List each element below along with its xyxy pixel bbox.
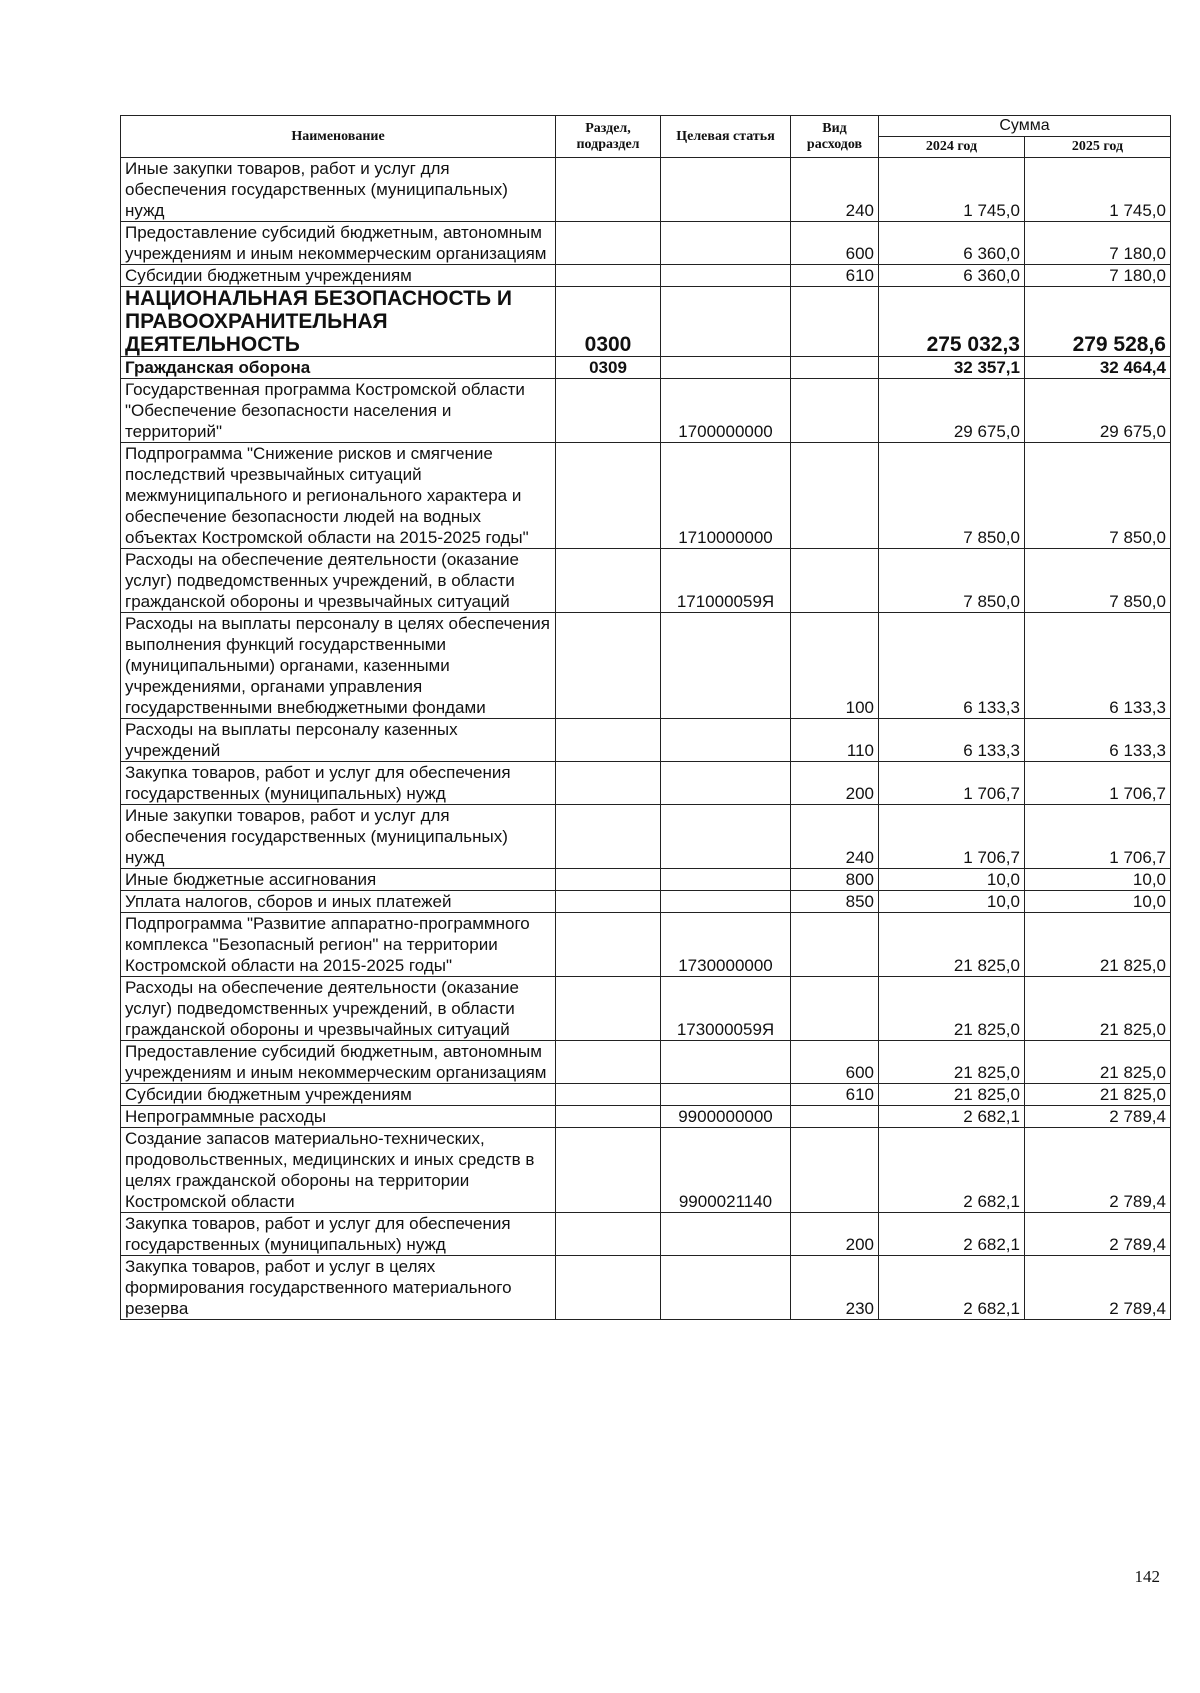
cell-target <box>661 1213 791 1256</box>
cell-section: 0309 <box>556 357 661 379</box>
header-name: Наименование <box>121 116 556 158</box>
cell-target: 171000059Я <box>661 549 791 613</box>
cell-sum-2025: 7 850,0 <box>1025 549 1171 613</box>
cell-sum-2025: 1 706,7 <box>1025 805 1171 869</box>
cell-name: Расходы на выплаты персоналу казенных учреждений <box>121 719 556 762</box>
table-row <box>121 1106 1171 1128</box>
cell-sum-2024: 21 825,0 <box>879 1041 1025 1084</box>
cell-target <box>661 762 791 805</box>
table-body <box>121 158 1171 1320</box>
cell-sum-2025: 6 133,3 <box>1025 719 1171 762</box>
cell-sum-2024: 2 682,1 <box>879 1106 1025 1128</box>
cell-section <box>556 1084 661 1106</box>
table-row <box>121 719 1171 762</box>
cell-name: Подпрограмма "Снижение рисков и смягчение последствий чрезвычайных ситуаций межмуниципального и регионального характера и обеспечение безопасности людей на водных объектах Костромской области на 2015-2025 годы" <box>121 443 556 549</box>
cell-sum-2024: 6 133,3 <box>879 719 1025 762</box>
cell-sum-2025: 10,0 <box>1025 869 1171 891</box>
cell-sum-2025: 2 789,4 <box>1025 1128 1171 1213</box>
cell-sum-2024: 6 133,3 <box>879 613 1025 719</box>
cell-name: Предоставление субсидий бюджетным, автономным учреждениям и иным некоммерческим организациям <box>121 1041 556 1084</box>
cell-kind: 600 <box>791 222 879 265</box>
cell-sum-2025: 21 825,0 <box>1025 977 1171 1041</box>
table-row <box>121 357 1171 379</box>
table-row <box>121 265 1171 287</box>
cell-target <box>661 613 791 719</box>
cell-section <box>556 869 661 891</box>
cell-sum-2025: 29 675,0 <box>1025 379 1171 443</box>
cell-sum-2025: 21 825,0 <box>1025 1084 1171 1106</box>
cell-name: Расходы на обеспечение деятельности (оказание услуг) подведомственных учреждений, в области гражданской обороны и чрезвычайных ситуаций <box>121 549 556 613</box>
cell-sum-2024: 21 825,0 <box>879 1084 1025 1106</box>
cell-kind <box>791 287 879 357</box>
cell-target: 9900021140 <box>661 1128 791 1213</box>
cell-kind <box>791 357 879 379</box>
header-year-2024: 2024 год <box>879 137 1025 158</box>
table-row <box>121 762 1171 805</box>
cell-target <box>661 891 791 913</box>
cell-name: Создание запасов материально-технических, продовольственных, медицинских и иных средств в целях гражданской обороны на территории Костромской области <box>121 1128 556 1213</box>
table-row <box>121 1213 1171 1256</box>
header-target: Целевая статья <box>661 116 791 158</box>
cell-kind: 240 <box>791 158 879 222</box>
cell-sum-2025: 7 180,0 <box>1025 265 1171 287</box>
cell-sum-2024: 6 360,0 <box>879 265 1025 287</box>
table-row <box>121 379 1171 443</box>
cell-section <box>556 891 661 913</box>
cell-sum-2024: 2 682,1 <box>879 1213 1025 1256</box>
table-row <box>121 977 1171 1041</box>
cell-name: Гражданская оборона <box>121 357 556 379</box>
cell-kind <box>791 1106 879 1128</box>
cell-kind: 110 <box>791 719 879 762</box>
cell-section <box>556 222 661 265</box>
cell-kind: 240 <box>791 805 879 869</box>
cell-sum-2025: 21 825,0 <box>1025 1041 1171 1084</box>
cell-section <box>556 1128 661 1213</box>
table-row <box>121 805 1171 869</box>
cell-kind: 200 <box>791 762 879 805</box>
cell-kind <box>791 977 879 1041</box>
cell-target: 9900000000 <box>661 1106 791 1128</box>
cell-target <box>661 1084 791 1106</box>
cell-target: 1710000000 <box>661 443 791 549</box>
cell-kind: 850 <box>791 891 879 913</box>
cell-sum-2025: 1 745,0 <box>1025 158 1171 222</box>
cell-sum-2025: 2 789,4 <box>1025 1213 1171 1256</box>
header-year-2025: 2025 год <box>1025 137 1171 158</box>
cell-target <box>661 869 791 891</box>
cell-name: Закупка товаров, работ и услуг в целях формирования государственного материального резерва <box>121 1256 556 1320</box>
cell-target <box>661 265 791 287</box>
table-row <box>121 287 1171 357</box>
cell-sum-2024: 29 675,0 <box>879 379 1025 443</box>
cell-kind: 600 <box>791 1041 879 1084</box>
cell-target: 1730000000 <box>661 913 791 977</box>
cell-sum-2025: 6 133,3 <box>1025 613 1171 719</box>
table-row <box>121 1256 1171 1320</box>
cell-sum-2024: 2 682,1 <box>879 1128 1025 1213</box>
cell-section <box>556 1106 661 1128</box>
cell-section <box>556 977 661 1041</box>
cell-sum-2024: 275 032,3 <box>879 287 1025 357</box>
table-row <box>121 222 1171 265</box>
cell-sum-2024: 1 706,7 <box>879 805 1025 869</box>
cell-target <box>661 719 791 762</box>
table-row <box>121 891 1171 913</box>
cell-section <box>556 158 661 222</box>
cell-section <box>556 805 661 869</box>
cell-section <box>556 549 661 613</box>
cell-sum-2025: 21 825,0 <box>1025 913 1171 977</box>
budget-table <box>120 115 1171 1320</box>
table-row <box>121 443 1171 549</box>
cell-name: Государственная программа Костромской области "Обеспечение безопасности населения и территорий" <box>121 379 556 443</box>
cell-name: Расходы на выплаты персоналу в целях обеспечения выполнения функций государственными (муниципальными) органами, казенными учреждениями, органами управления государственными внебюджетными фондами <box>121 613 556 719</box>
cell-target <box>661 805 791 869</box>
cell-target <box>661 222 791 265</box>
cell-kind: 230 <box>791 1256 879 1320</box>
table-row <box>121 1041 1171 1084</box>
cell-name: Подпрограмма "Развитие аппаратно-программного комплекса "Безопасный регион" на территории Костромской области на 2015-2025 годы" <box>121 913 556 977</box>
cell-name: Иные закупки товаров, работ и услуг для обеспечения государственных (муниципальных) нужд <box>121 805 556 869</box>
cell-target <box>661 287 791 357</box>
cell-kind: 610 <box>791 1084 879 1106</box>
cell-kind: 800 <box>791 869 879 891</box>
cell-target: 1700000000 <box>661 379 791 443</box>
table-row <box>121 1128 1171 1213</box>
cell-section <box>556 913 661 977</box>
cell-sum-2025: 2 789,4 <box>1025 1106 1171 1128</box>
cell-kind <box>791 549 879 613</box>
cell-name: Иные закупки товаров, работ и услуг для обеспечения государственных (муниципальных) нужд <box>121 158 556 222</box>
cell-name: НАЦИОНАЛЬНАЯ БЕЗОПАСНОСТЬ И ПРАВООХРАНИТЕЛЬНАЯ ДЕЯТЕЛЬНОСТЬ <box>121 287 556 357</box>
table-row <box>121 869 1171 891</box>
cell-section <box>556 265 661 287</box>
cell-sum-2024: 6 360,0 <box>879 222 1025 265</box>
cell-sum-2025: 10,0 <box>1025 891 1171 913</box>
cell-sum-2024: 32 357,1 <box>879 357 1025 379</box>
cell-sum-2024: 21 825,0 <box>879 977 1025 1041</box>
cell-section <box>556 613 661 719</box>
cell-section: 0300 <box>556 287 661 357</box>
cell-name: Предоставление субсидий бюджетным, автономным учреждениям и иным некоммерческим организациям <box>121 222 556 265</box>
cell-section <box>556 762 661 805</box>
table-header-row <box>121 116 1171 137</box>
page-number: 142 <box>1134 1567 1160 1586</box>
cell-kind <box>791 1128 879 1213</box>
cell-sum-2024: 2 682,1 <box>879 1256 1025 1320</box>
cell-target <box>661 1256 791 1320</box>
cell-sum-2024: 10,0 <box>879 869 1025 891</box>
cell-sum-2024: 10,0 <box>879 891 1025 913</box>
header-sum: Сумма <box>879 116 1171 137</box>
cell-name: Уплата налогов, сборов и иных платежей <box>121 891 556 913</box>
cell-sum-2024: 1 706,7 <box>879 762 1025 805</box>
table-row <box>121 1084 1171 1106</box>
cell-sum-2024: 21 825,0 <box>879 913 1025 977</box>
cell-sum-2024: 7 850,0 <box>879 443 1025 549</box>
table-row <box>121 613 1171 719</box>
cell-target: 173000059Я <box>661 977 791 1041</box>
cell-name: Иные бюджетные ассигнования <box>121 869 556 891</box>
cell-name: Закупка товаров, работ и услуг для обеспечения государственных (муниципальных) нужд <box>121 762 556 805</box>
cell-kind <box>791 913 879 977</box>
cell-name: Непрограммные расходы <box>121 1106 556 1128</box>
cell-kind <box>791 443 879 549</box>
cell-sum-2025: 279 528,6 <box>1025 287 1171 357</box>
header-section: Раздел, подраздел <box>556 116 661 158</box>
cell-section <box>556 719 661 762</box>
cell-kind <box>791 379 879 443</box>
cell-section <box>556 379 661 443</box>
cell-name: Закупка товаров, работ и услуг для обеспечения государственных (муниципальных) нужд <box>121 1213 556 1256</box>
cell-target <box>661 158 791 222</box>
cell-sum-2024: 1 745,0 <box>879 158 1025 222</box>
header-kind: Вид расходов <box>791 116 879 158</box>
table-row <box>121 549 1171 613</box>
cell-kind: 200 <box>791 1213 879 1256</box>
cell-kind: 100 <box>791 613 879 719</box>
cell-sum-2025: 7 850,0 <box>1025 443 1171 549</box>
cell-sum-2025: 1 706,7 <box>1025 762 1171 805</box>
table-row <box>121 913 1171 977</box>
cell-kind: 610 <box>791 265 879 287</box>
cell-sum-2025: 32 464,4 <box>1025 357 1171 379</box>
cell-section <box>556 1213 661 1256</box>
cell-section <box>556 1041 661 1084</box>
cell-name: Субсидии бюджетным учреждениям <box>121 1084 556 1106</box>
cell-target <box>661 357 791 379</box>
cell-name: Расходы на обеспечение деятельности (оказание услуг) подведомственных учреждений, в области гражданской обороны и чрезвычайных ситуаций <box>121 977 556 1041</box>
cell-section <box>556 443 661 549</box>
cell-name: Субсидии бюджетным учреждениям <box>121 265 556 287</box>
cell-section <box>556 1256 661 1320</box>
cell-sum-2025: 7 180,0 <box>1025 222 1171 265</box>
cell-sum-2024: 7 850,0 <box>879 549 1025 613</box>
cell-sum-2025: 2 789,4 <box>1025 1256 1171 1320</box>
table-row <box>121 158 1171 222</box>
cell-target <box>661 1041 791 1084</box>
